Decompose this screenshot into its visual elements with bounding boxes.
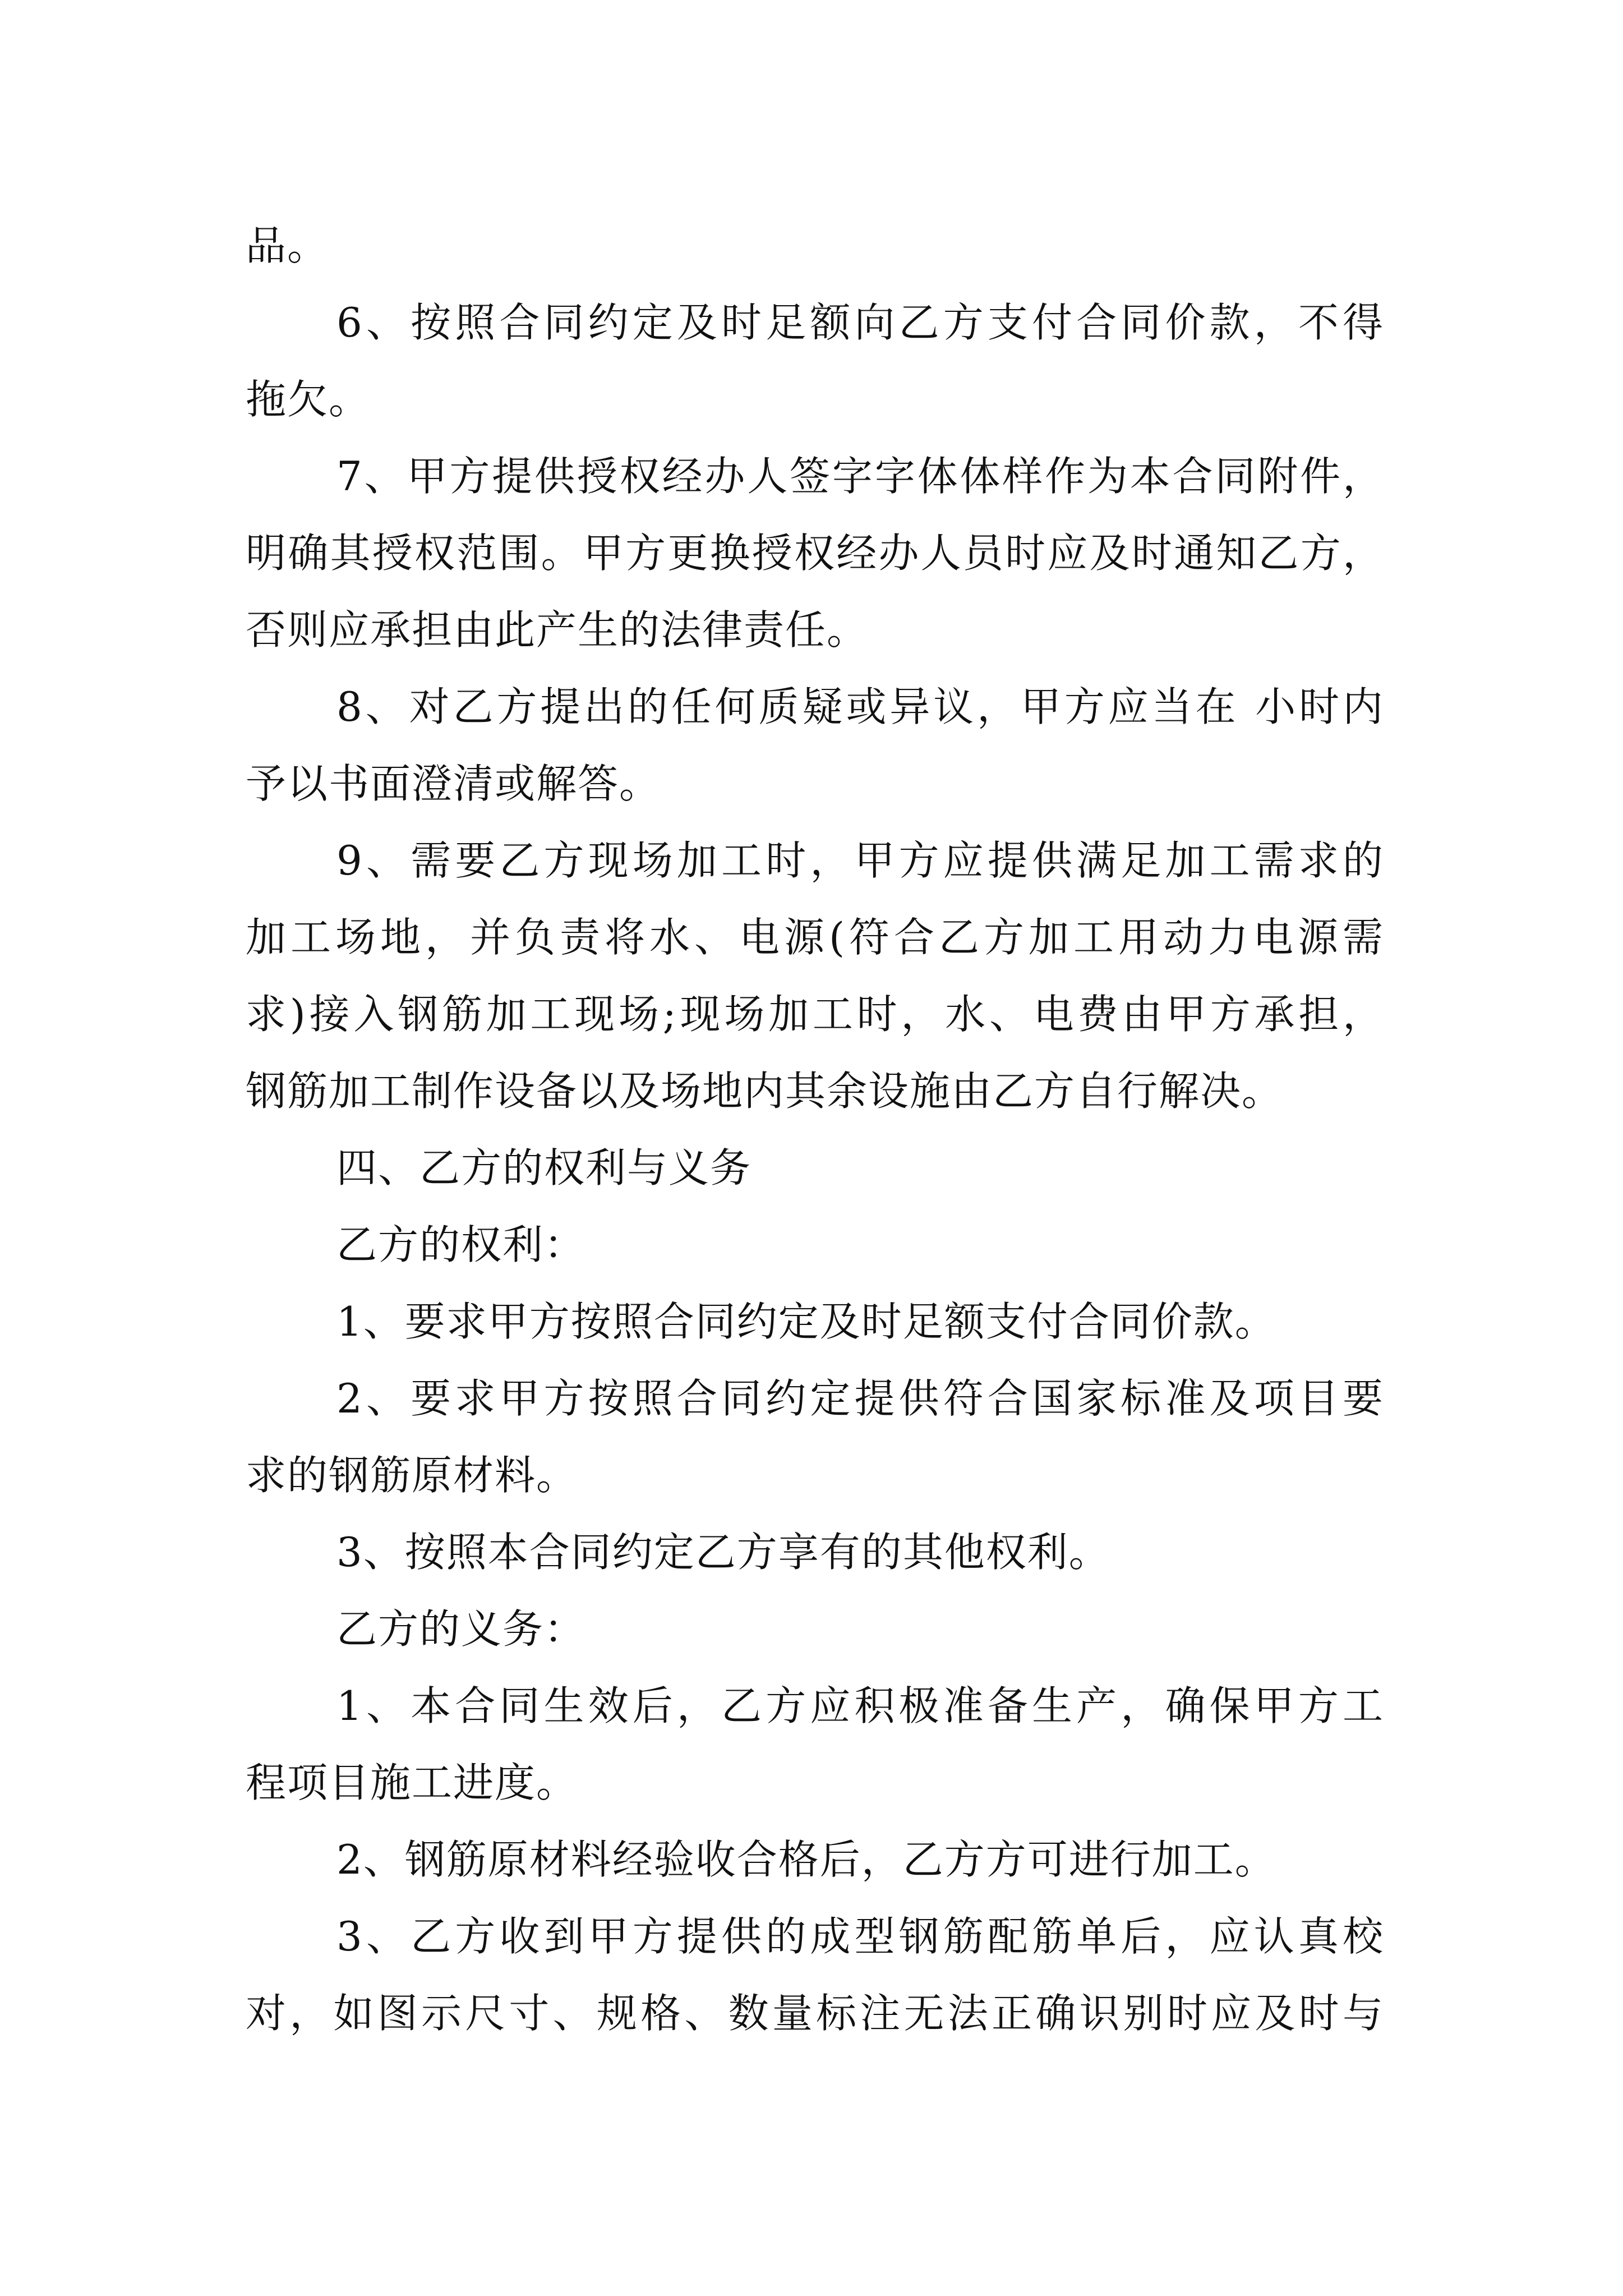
paragraph-line: 明确其授权范围。甲方更换授权经办人员时应及时通知乙方，: [246, 530, 1384, 577]
paragraph-line: 对，如图示尺寸、规格、数量标注无法正确识别时应及时与: [246, 1990, 1384, 2037]
subsection-heading: 乙方的权利：: [336, 1221, 586, 1268]
section-heading: 四、乙方的权利与义务: [336, 1144, 752, 1191]
paragraph-line: 否则应承担由此产生的法律责任。: [246, 606, 869, 654]
paragraph-line: 2、钢筋原材料经验收合格后，乙方方可进行加工。: [336, 1836, 1276, 1883]
paragraph-line: 钢筋加工制作设备以及场地内其余设施由乙方自行解决。: [246, 1068, 1284, 1115]
paragraph-line: 1、要求甲方按照合同约定及时足额支付合同价款。: [336, 1298, 1276, 1345]
paragraph-line: 6、按照合同约定及时足额向乙方支付合同价款，不得: [336, 299, 1384, 346]
paragraph-line: 1、本合同生效后，乙方应积极准备生产，确保甲方工: [336, 1682, 1384, 1729]
paragraph-line: 3、乙方收到甲方提供的成型钢筋配筋单后，应认真校: [336, 1913, 1384, 1960]
paragraph-line: 予以书面澄清或解答。: [246, 760, 661, 807]
paragraph-line: 程项目施工进度。: [246, 1759, 578, 1806]
paragraph-line: 品。: [246, 222, 329, 269]
paragraph-line: 求的钢筋原材料。: [246, 1452, 578, 1499]
paragraph-line: 求)接入钢筋加工现场;现场加工时，水、电费由甲方承担，: [246, 991, 1384, 1038]
paragraph-line: 7、甲方提供授权经办人签字字体体样作为本合同附件，: [336, 453, 1384, 500]
paragraph-line: 9、需要乙方现场加工时，甲方应提供满足加工需求的: [336, 837, 1384, 884]
paragraph-line: 8、对乙方提出的任何质疑或异议，甲方应当在 小时内: [336, 683, 1384, 730]
paragraph-line: 加工场地，并负责将水、电源(符合乙方加工用动力电源需: [246, 914, 1384, 961]
document-body: [246, 208, 1384, 2052]
paragraph-line: 2、要求甲方按照合同约定提供符合国家标准及项目要: [336, 1375, 1384, 1422]
paragraph-line: 3、按照本合同约定乙方享有的其他权利。: [336, 1529, 1110, 1576]
paragraph-line: 拖欠。: [246, 376, 371, 423]
subsection-heading: 乙方的义务：: [336, 1605, 586, 1653]
